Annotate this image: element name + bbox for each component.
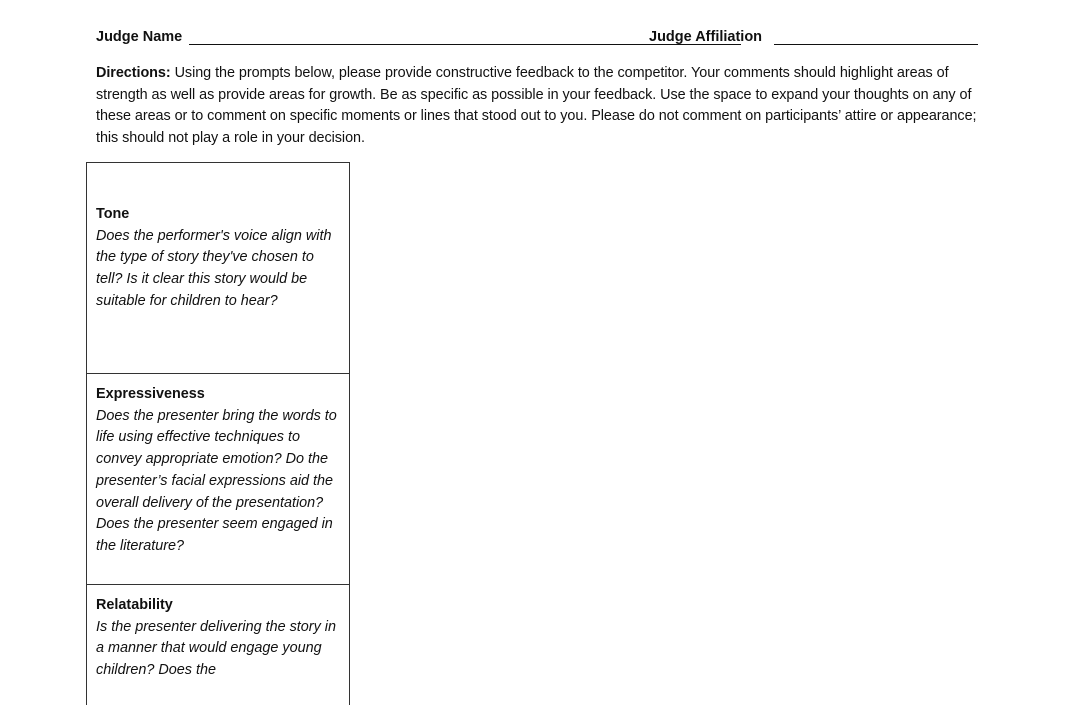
directions-label: Directions: xyxy=(96,65,171,81)
criteria-cell-relatability xyxy=(87,585,349,705)
criteria-prompt-relatability: Is the presenter delivering the story in a manner that would engage young children? Does the xyxy=(96,618,336,679)
criteria-prompt-expressiveness: Does the presenter bring the words to life using effective techniques to convey appropriate emotion? Do the presenter’s facial expressions aid the overall delivery of the presentation? Does the presenter seem engaged in the literature? xyxy=(96,407,337,554)
judge-affiliation-field[interactable] xyxy=(774,44,978,45)
criteria-title-relatability: Relatability xyxy=(96,597,173,613)
judge-name-label: Judge Name xyxy=(96,29,183,45)
criteria-cell-expressiveness xyxy=(87,374,349,585)
criteria-title-tone: Tone xyxy=(96,206,130,222)
criteria-prompt-tone: Does the performer's voice align with the type of story they've chosen to tell? Is it clear this story would be suitable for children to hear? xyxy=(96,227,332,309)
criteria-cell-tone xyxy=(87,163,349,374)
directions-text: Using the prompts below, please provide constructive feedback to the competitor. Your comments should highlight areas of strength as well as provide areas for growth. Be as specific as possible in your feedback. Use the space to expand your thoughts on any of these areas or to comment on specific moments or lines that stood out to you. Please do not comment on participants’ attire or appearance; this should not play a role in your decision. xyxy=(96,65,977,147)
directions-paragraph xyxy=(96,63,988,150)
judge-affiliation-label: Judge Affiliation xyxy=(649,29,763,45)
criteria-table xyxy=(86,162,350,705)
criteria-title-expressiveness: Expressiveness xyxy=(96,386,205,402)
judge-header xyxy=(96,29,980,49)
